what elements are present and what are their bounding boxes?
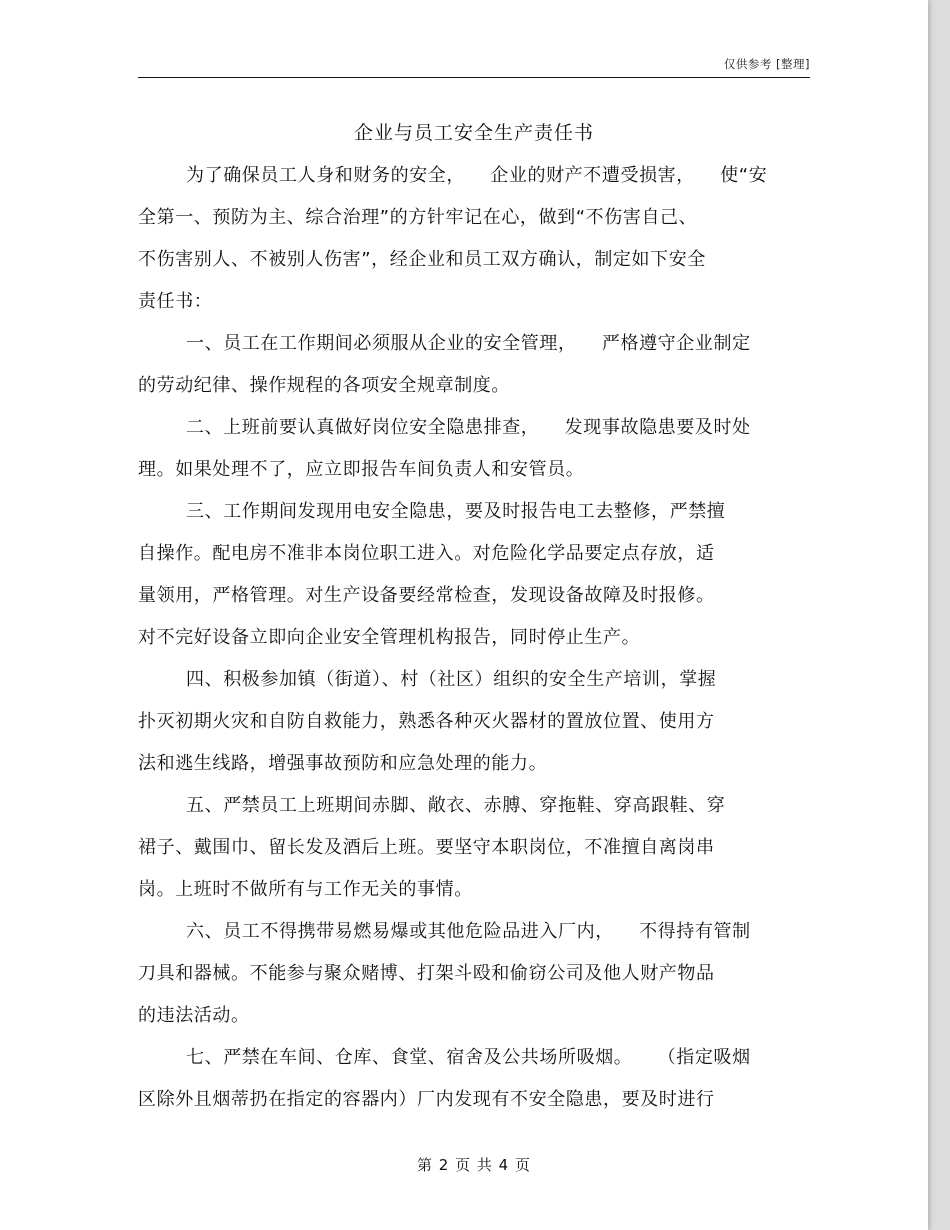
body-line: 区除外且烟蒂扔在指定的容器内）厂内发现有不安全隐患，要及时进行 — [138, 1089, 715, 1110]
body-line: 刀具和器械。不能参与聚众赌博、打架斗殴和偷窃公司及他人财产物品 — [138, 963, 715, 984]
header-divider — [138, 77, 810, 78]
header-note: 仅供参考 [整理] — [723, 57, 810, 71]
body-line: 一、员工在工作期间必须服从企业的安全管理， 严格遵守企业制定 — [186, 333, 751, 354]
document-title: 企业与员工安全生产责任书 — [353, 122, 594, 144]
body-line: 四、积极参加镇（街道）、村（社区）组织的安全生产培训，掌握 — [186, 669, 717, 690]
body-line: 全第一、预防为主、综合治理”的方针牢记在心，做到“不伤害自己、 — [138, 207, 698, 228]
body-line: 法和逃生线路，增强事故预防和应急处理的能力。 — [138, 753, 548, 774]
document-body — [138, 155, 818, 1121]
body-line: 理。如果处理不了，应立即报告车间负责人和安管员。 — [138, 459, 585, 480]
body-line: 自操作。配电房不准非本岗位职工进入。对危险化学品要定点存放，适 — [138, 543, 715, 564]
body-line: 五、严禁员工上班期间赤脚、敞衣、赤膊、穿拖鞋、穿高跟鞋、穿 — [186, 795, 726, 816]
page-number: 第 2 页 共 4 页 — [417, 1156, 531, 1174]
body-line: 为了确保员工人身和财务的安全， 企业的财产不遭受损害， 使“安 — [186, 165, 768, 186]
body-line: 量领用，严格管理。对生产设备要经常检查，发现设备故障及时报修。 — [138, 585, 715, 606]
body-line: 七、严禁在车间、仓库、食堂、宿舍及公共场所吸烟。 （指定吸烟 — [186, 1047, 751, 1068]
body-line: 责任书： — [138, 291, 213, 312]
body-line: 裙子、戴围巾、留长发及酒后上班。要坚守本职岗位，不准擅自离岗串 — [138, 837, 715, 858]
body-line: 不伤害别人、不被别人伤害”，经企业和员工双方确认，制定如下安全 — [138, 249, 706, 270]
body-line: 扑灭初期火灾和自防自救能力，熟悉各种灭火器材的置放位置、使用方 — [138, 711, 715, 732]
body-line: 的违法活动。 — [138, 1005, 250, 1026]
body-line: 的劳动纪律、操作规程的各项安全规章制度。 — [138, 375, 510, 396]
body-line: 岗。上班时不做所有与工作无关的事情。 — [138, 879, 473, 900]
body-line: 三、工作期间发现用电安全隐患，要及时报告电工去整修，严禁擅 — [186, 501, 726, 522]
body-line: 二、上班前要认真做好岗位安全隐患排查， 发现事故隐患要及时处 — [186, 417, 751, 438]
body-line: 六、员工不得携带易燃易爆或其他危险品进入厂内， 不得持有管制 — [186, 921, 751, 942]
body-line: 对不完好设备立即向企业安全管理机构报告，同时停止生产。 — [138, 627, 641, 648]
